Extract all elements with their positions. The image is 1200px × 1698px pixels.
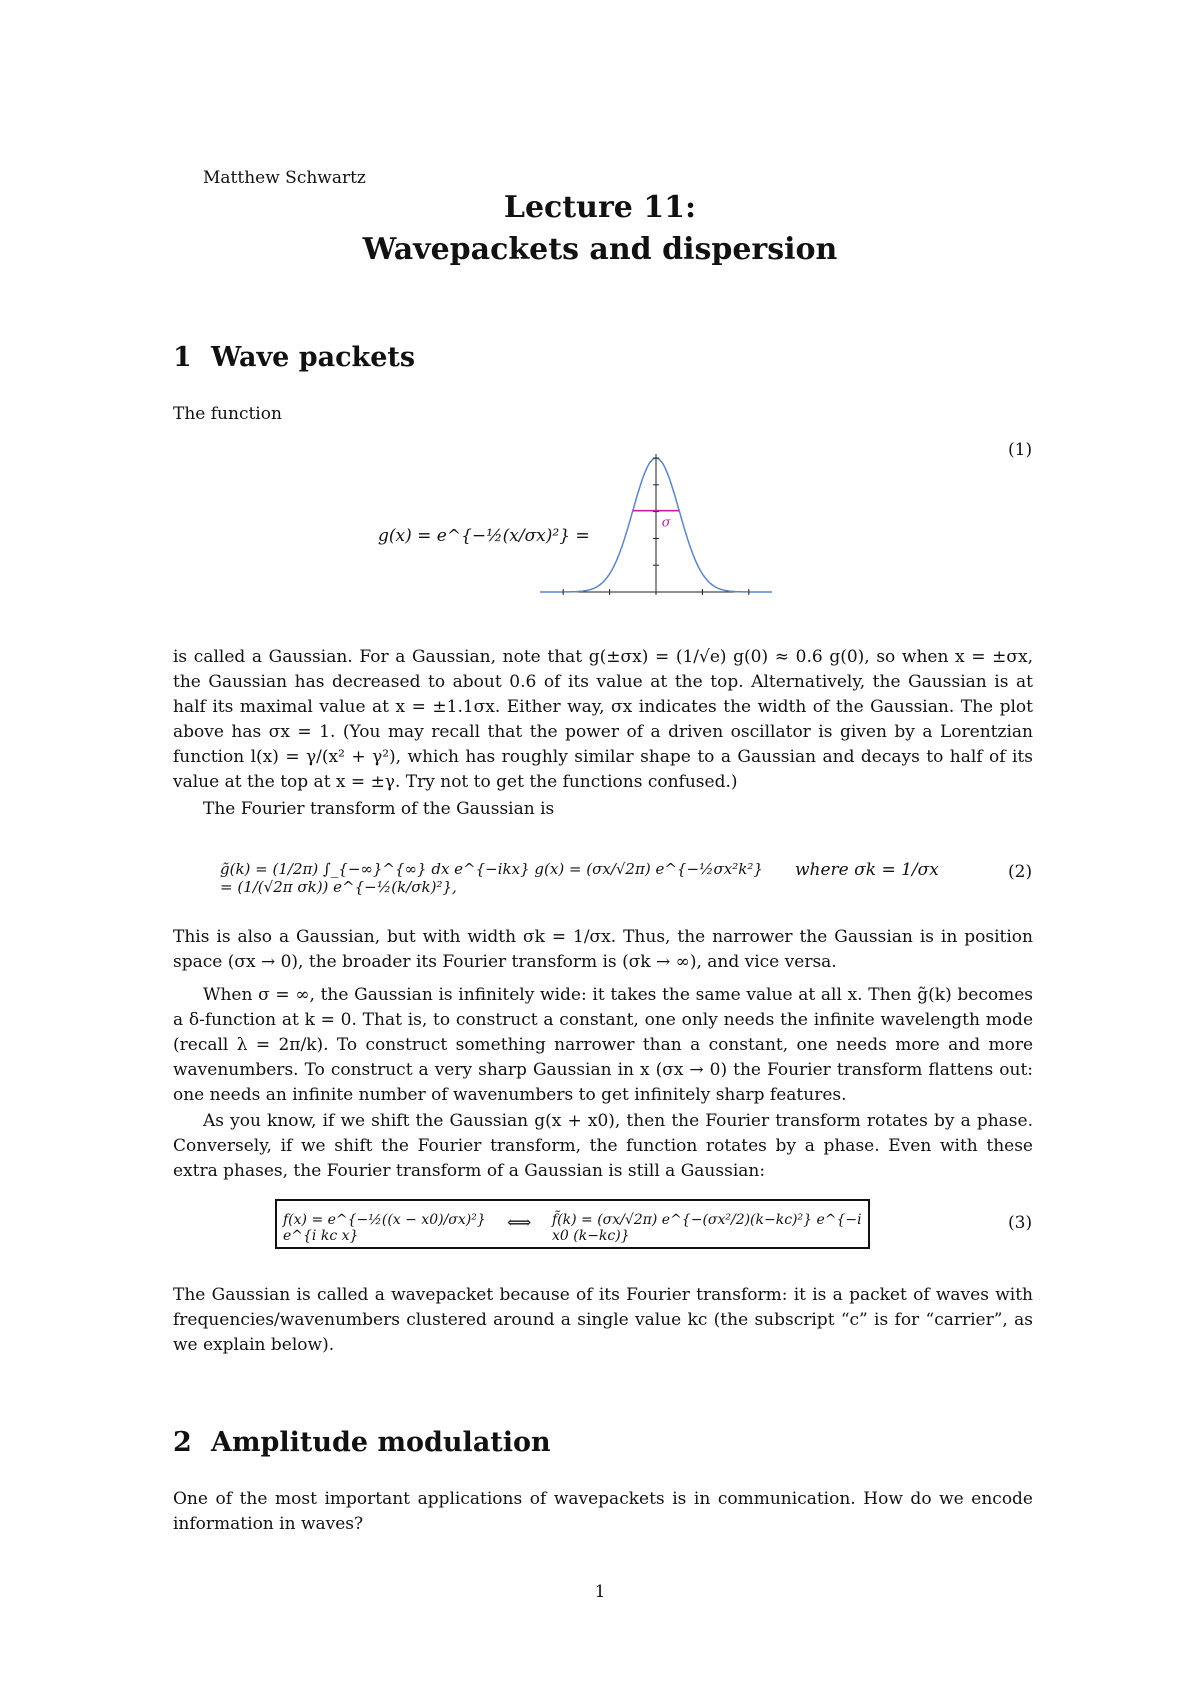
- section-1-heading: [173, 342, 415, 373]
- s1-para2: The Fourier transform of the Gaussian is: [203, 799, 555, 819]
- eq3-left: f(x) = e^{−½((x − x0)/σx)²} e^{i kc x}: [283, 1212, 486, 1244]
- section-2-heading: [173, 1427, 551, 1458]
- s1-intro: The function: [173, 404, 282, 424]
- author: Matthew Schwartz: [203, 168, 366, 188]
- sigma-label: σ: [661, 515, 671, 531]
- s1-para5: As you know, if we shift the Gaussian g(x + x0), then the Fourier transform rotates by a phase. Conversely, if we shift the Fourier transform, the function rotates by a phase. Even with these extra phases, the Fourier transform of a Gaussian is still a Gaussian:: [173, 1111, 1033, 1181]
- section-1-number: 1: [173, 342, 192, 373]
- eq3-right: f̃(k) = (σx/√2π) e^{−(σx²/2)(k−kc)²} e^{−i x0 (k−kc)}: [552, 1212, 862, 1244]
- title-line-1: Lecture 11:: [503, 190, 697, 225]
- section-2-number: 2: [173, 1427, 192, 1458]
- s1-para1: is called a Gaussian. For a Gaussian, note that g(±σx) = (1/√e) g(0) ≈ 0.6 g(0), so when x = ±σx, the Gaussian has decreased to about 0.6 of its value at the top. Alternatively, the Gaussian is at half its maximal value at x = ±1.1σx. Either way, σx indicates the width of the Gaussian. The plot above has σx = 1. (You may recall that the power of a driven oscillator is given by a Lorentzian function l(x) = γ/(x² + γ²), which has roughly similar shape to a Gaussian and decays to half of its value at the top at x = ±γ. Try not to get the functions confused.): [173, 647, 1033, 792]
- s1-para3: This is also a Gaussian, but with width σk = 1/σx. Thus, the narrower the Gaussian is in position space (σx → 0), the broader its Fourier transform is (σk → ∞), and vice versa.: [173, 927, 1033, 972]
- eq1-number: (1): [1008, 440, 1033, 460]
- eq3-arrow: ⟺: [507, 1213, 532, 1233]
- title-line-2: Wavepackets and dispersion: [362, 232, 838, 267]
- eq2-number: (2): [1008, 862, 1033, 882]
- eq1-lhs: g(x) = e^{−½(x/σx)²} =: [378, 526, 590, 546]
- section-2-title: Amplitude modulation: [211, 1427, 551, 1458]
- s1-para6: The Gaussian is called a wavepacket because of its Fourier transform: it is a packet of waves with frequencies/wavenumbers clustered around a single value kc (the subscript “c” is for “carrier”, as we explain below).: [173, 1285, 1033, 1355]
- section-1-title: Wave packets: [211, 342, 416, 373]
- eq2: g̃(k) = (1/2π) ∫_{−∞}^{∞} dx e^{−ikx} g(x) = (σx/√2π) e^{−½σx²k²} = (1/(√2π σk)) e^{−½(k/σk)²},: [220, 860, 763, 896]
- eq3-number: (3): [1008, 1213, 1033, 1233]
- page-number: 1: [594, 1582, 606, 1602]
- s1-para4: When σ = ∞, the Gaussian is infinitely wide: it takes the same value at all x. Then g̃(k) becomes a δ-function at k = 0. That is, to construct a constant, one only needs the infinite wavelength mode (recall λ = 2π/k). To construct something narrower than a constant, one needs more and more wavenumbers. To construct a very sharp Gaussian in x (σx → 0) the Fourier transform flattens out: one needs an infinite number of wavenumbers to get infinitely sharp features.: [173, 985, 1033, 1105]
- eq2-where: where σk = 1/σx: [795, 860, 939, 880]
- gaussian-plot: [540, 450, 780, 610]
- s2-para1: One of the most important applications of wavepackets is in communication. How do we encode information in waves?: [173, 1489, 1033, 1534]
